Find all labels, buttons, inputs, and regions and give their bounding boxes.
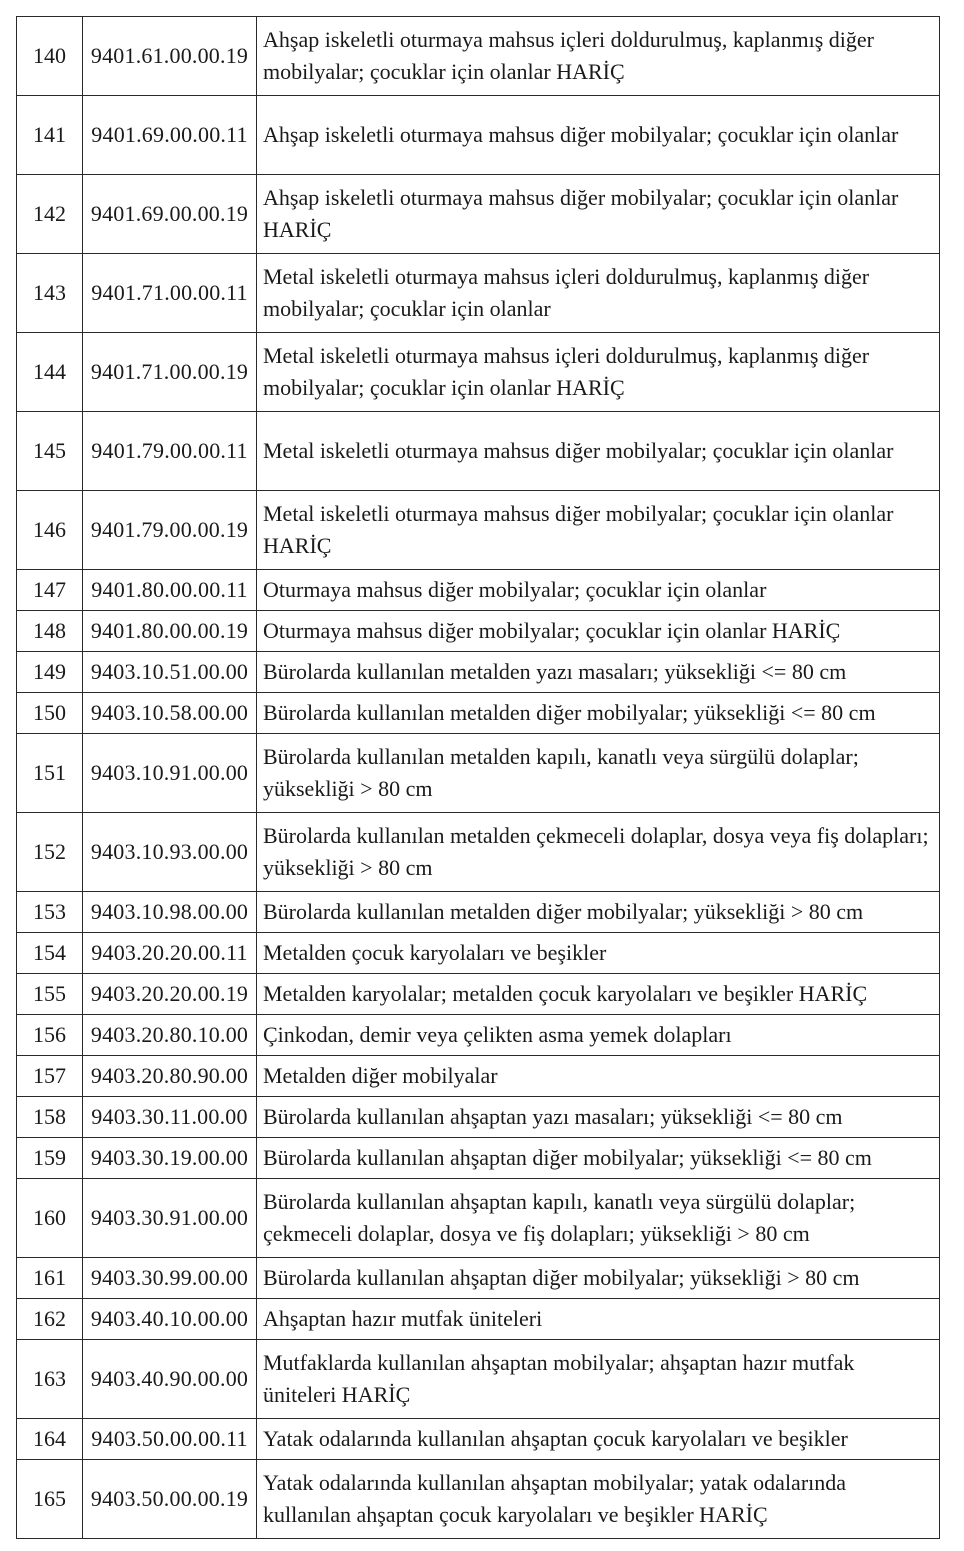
description-cell: Ahşap iskeletli oturmaya mahsus diğer mobilyalar; çocuklar için olanlar HARİÇ — [257, 175, 940, 254]
tariff-code-cell: 9401.71.00.00.19 — [83, 333, 257, 412]
row-number-cell: 141 — [17, 96, 83, 175]
description-cell: Oturmaya mahsus diğer mobilyalar; çocuklar için olanlar HARİÇ — [257, 611, 940, 652]
table-row — [17, 491, 940, 570]
table-row — [17, 1340, 940, 1419]
tariff-code-cell: 9403.20.80.90.00 — [83, 1056, 257, 1097]
table-row — [17, 611, 940, 652]
row-number-cell: 163 — [17, 1340, 83, 1419]
row-number-cell: 161 — [17, 1258, 83, 1299]
tariff-table-body — [17, 17, 940, 1539]
row-number-cell: 152 — [17, 813, 83, 892]
table-row — [17, 1419, 940, 1460]
row-number-cell: 165 — [17, 1460, 83, 1539]
table-row — [17, 254, 940, 333]
description-cell: Yatak odalarında kullanılan ahşaptan mobilyalar; yatak odalarında kullanılan ahşaptan çocuk karyolaları ve beşikler HARİÇ — [257, 1460, 940, 1539]
tariff-code-cell: 9401.79.00.00.11 — [83, 412, 257, 491]
table-row — [17, 1056, 940, 1097]
tariff-code-cell: 9401.80.00.00.19 — [83, 611, 257, 652]
tariff-table — [16, 16, 940, 1539]
table-row — [17, 1460, 940, 1539]
description-cell: Bürolarda kullanılan ahşaptan diğer mobilyalar; yüksekliği <= 80 cm — [257, 1138, 940, 1179]
tariff-code-cell: 9403.20.20.00.11 — [83, 933, 257, 974]
tariff-code-cell: 9403.10.51.00.00 — [83, 652, 257, 693]
table-row — [17, 1015, 940, 1056]
description-cell: Bürolarda kullanılan ahşaptan diğer mobilyalar; yüksekliği > 80 cm — [257, 1258, 940, 1299]
row-number-cell: 156 — [17, 1015, 83, 1056]
tariff-code-cell: 9401.69.00.00.19 — [83, 175, 257, 254]
tariff-code-cell: 9403.10.58.00.00 — [83, 693, 257, 734]
description-cell: Bürolarda kullanılan metalden diğer mobilyalar; yüksekliği > 80 cm — [257, 892, 940, 933]
table-row — [17, 1179, 940, 1258]
description-cell: Metalden karyolalar; metalden çocuk karyolaları ve beşikler HARİÇ — [257, 974, 940, 1015]
table-row — [17, 1138, 940, 1179]
tariff-code-cell: 9403.10.91.00.00 — [83, 734, 257, 813]
row-number-cell: 155 — [17, 974, 83, 1015]
table-row — [17, 1299, 940, 1340]
tariff-code-cell: 9403.40.10.00.00 — [83, 1299, 257, 1340]
tariff-code-cell: 9401.79.00.00.19 — [83, 491, 257, 570]
tariff-code-cell: 9403.30.99.00.00 — [83, 1258, 257, 1299]
tariff-code-cell: 9403.30.19.00.00 — [83, 1138, 257, 1179]
table-row — [17, 693, 940, 734]
row-number-cell: 158 — [17, 1097, 83, 1138]
table-row — [17, 96, 940, 175]
description-cell: Bürolarda kullanılan ahşaptan kapılı, kanatlı veya sürgülü dolaplar; çekmeceli dolaplar, dosya ve fiş dolapları; yüksekliği > 80 cm — [257, 1179, 940, 1258]
row-number-cell: 145 — [17, 412, 83, 491]
tariff-code-cell: 9401.71.00.00.11 — [83, 254, 257, 333]
row-number-cell: 142 — [17, 175, 83, 254]
description-cell: Bürolarda kullanılan metalden diğer mobilyalar; yüksekliği <= 80 cm — [257, 693, 940, 734]
description-cell: Bürolarda kullanılan metalden yazı masaları; yüksekliği <= 80 cm — [257, 652, 940, 693]
tariff-code-cell: 9401.69.00.00.11 — [83, 96, 257, 175]
row-number-cell: 143 — [17, 254, 83, 333]
description-cell: Çinkodan, demir veya çelikten asma yemek dolapları — [257, 1015, 940, 1056]
table-row — [17, 570, 940, 611]
tariff-code-cell: 9403.20.20.00.19 — [83, 974, 257, 1015]
table-row — [17, 892, 940, 933]
tariff-code-cell: 9401.80.00.00.11 — [83, 570, 257, 611]
description-cell: Ahşap iskeletli oturmaya mahsus içleri doldurulmuş, kaplanmış diğer mobilyalar; çocuklar için olanlar HARİÇ — [257, 17, 940, 96]
row-number-cell: 154 — [17, 933, 83, 974]
tariff-code-cell: 9403.40.90.00.00 — [83, 1340, 257, 1419]
table-row — [17, 412, 940, 491]
description-cell: Ahşap iskeletli oturmaya mahsus diğer mobilyalar; çocuklar için olanlar — [257, 96, 940, 175]
row-number-cell: 159 — [17, 1138, 83, 1179]
row-number-cell: 146 — [17, 491, 83, 570]
description-cell: Yatak odalarında kullanılan ahşaptan çocuk karyolaları ve beşikler — [257, 1419, 940, 1460]
tariff-code-cell: 9403.30.11.00.00 — [83, 1097, 257, 1138]
row-number-cell: 153 — [17, 892, 83, 933]
description-cell: Metal iskeletli oturmaya mahsus içleri doldurulmuş, kaplanmış diğer mobilyalar; çocuklar için olanlar HARİÇ — [257, 333, 940, 412]
table-row — [17, 734, 940, 813]
table-row — [17, 175, 940, 254]
row-number-cell: 160 — [17, 1179, 83, 1258]
table-row — [17, 933, 940, 974]
table-row — [17, 1097, 940, 1138]
row-number-cell: 164 — [17, 1419, 83, 1460]
description-cell: Metalden çocuk karyolaları ve beşikler — [257, 933, 940, 974]
table-row — [17, 1258, 940, 1299]
tariff-code-cell: 9403.10.93.00.00 — [83, 813, 257, 892]
description-cell: Bürolarda kullanılan ahşaptan yazı masaları; yüksekliği <= 80 cm — [257, 1097, 940, 1138]
description-cell: Ahşaptan hazır mutfak üniteleri — [257, 1299, 940, 1340]
tariff-code-cell: 9403.50.00.00.19 — [83, 1460, 257, 1539]
table-row — [17, 813, 940, 892]
table-row — [17, 17, 940, 96]
row-number-cell: 140 — [17, 17, 83, 96]
tariff-code-cell: 9403.10.98.00.00 — [83, 892, 257, 933]
tariff-code-cell: 9403.30.91.00.00 — [83, 1179, 257, 1258]
row-number-cell: 150 — [17, 693, 83, 734]
tariff-code-cell: 9401.61.00.00.19 — [83, 17, 257, 96]
row-number-cell: 148 — [17, 611, 83, 652]
table-row — [17, 333, 940, 412]
description-cell: Oturmaya mahsus diğer mobilyalar; çocuklar için olanlar — [257, 570, 940, 611]
row-number-cell: 149 — [17, 652, 83, 693]
tariff-code-cell: 9403.20.80.10.00 — [83, 1015, 257, 1056]
row-number-cell: 151 — [17, 734, 83, 813]
row-number-cell: 162 — [17, 1299, 83, 1340]
description-cell: Metal iskeletli oturmaya mahsus içleri doldurulmuş, kaplanmış diğer mobilyalar; çocuklar için olanlar — [257, 254, 940, 333]
row-number-cell: 157 — [17, 1056, 83, 1097]
description-cell: Bürolarda kullanılan metalden kapılı, kanatlı veya sürgülü dolaplar; yüksekliği > 80 cm — [257, 734, 940, 813]
description-cell: Mutfaklarda kullanılan ahşaptan mobilyalar; ahşaptan hazır mutfak üniteleri HARİÇ — [257, 1340, 940, 1419]
table-row — [17, 974, 940, 1015]
tariff-code-cell: 9403.50.00.00.11 — [83, 1419, 257, 1460]
description-cell: Metal iskeletli oturmaya mahsus diğer mobilyalar; çocuklar için olanlar — [257, 412, 940, 491]
description-cell: Bürolarda kullanılan metalden çekmeceli dolaplar, dosya veya fiş dolapları; yüksekliği > 80 cm — [257, 813, 940, 892]
description-cell: Metal iskeletli oturmaya mahsus diğer mobilyalar; çocuklar için olanlar HARİÇ — [257, 491, 940, 570]
row-number-cell: 144 — [17, 333, 83, 412]
table-row — [17, 652, 940, 693]
row-number-cell: 147 — [17, 570, 83, 611]
description-cell: Metalden diğer mobilyalar — [257, 1056, 940, 1097]
